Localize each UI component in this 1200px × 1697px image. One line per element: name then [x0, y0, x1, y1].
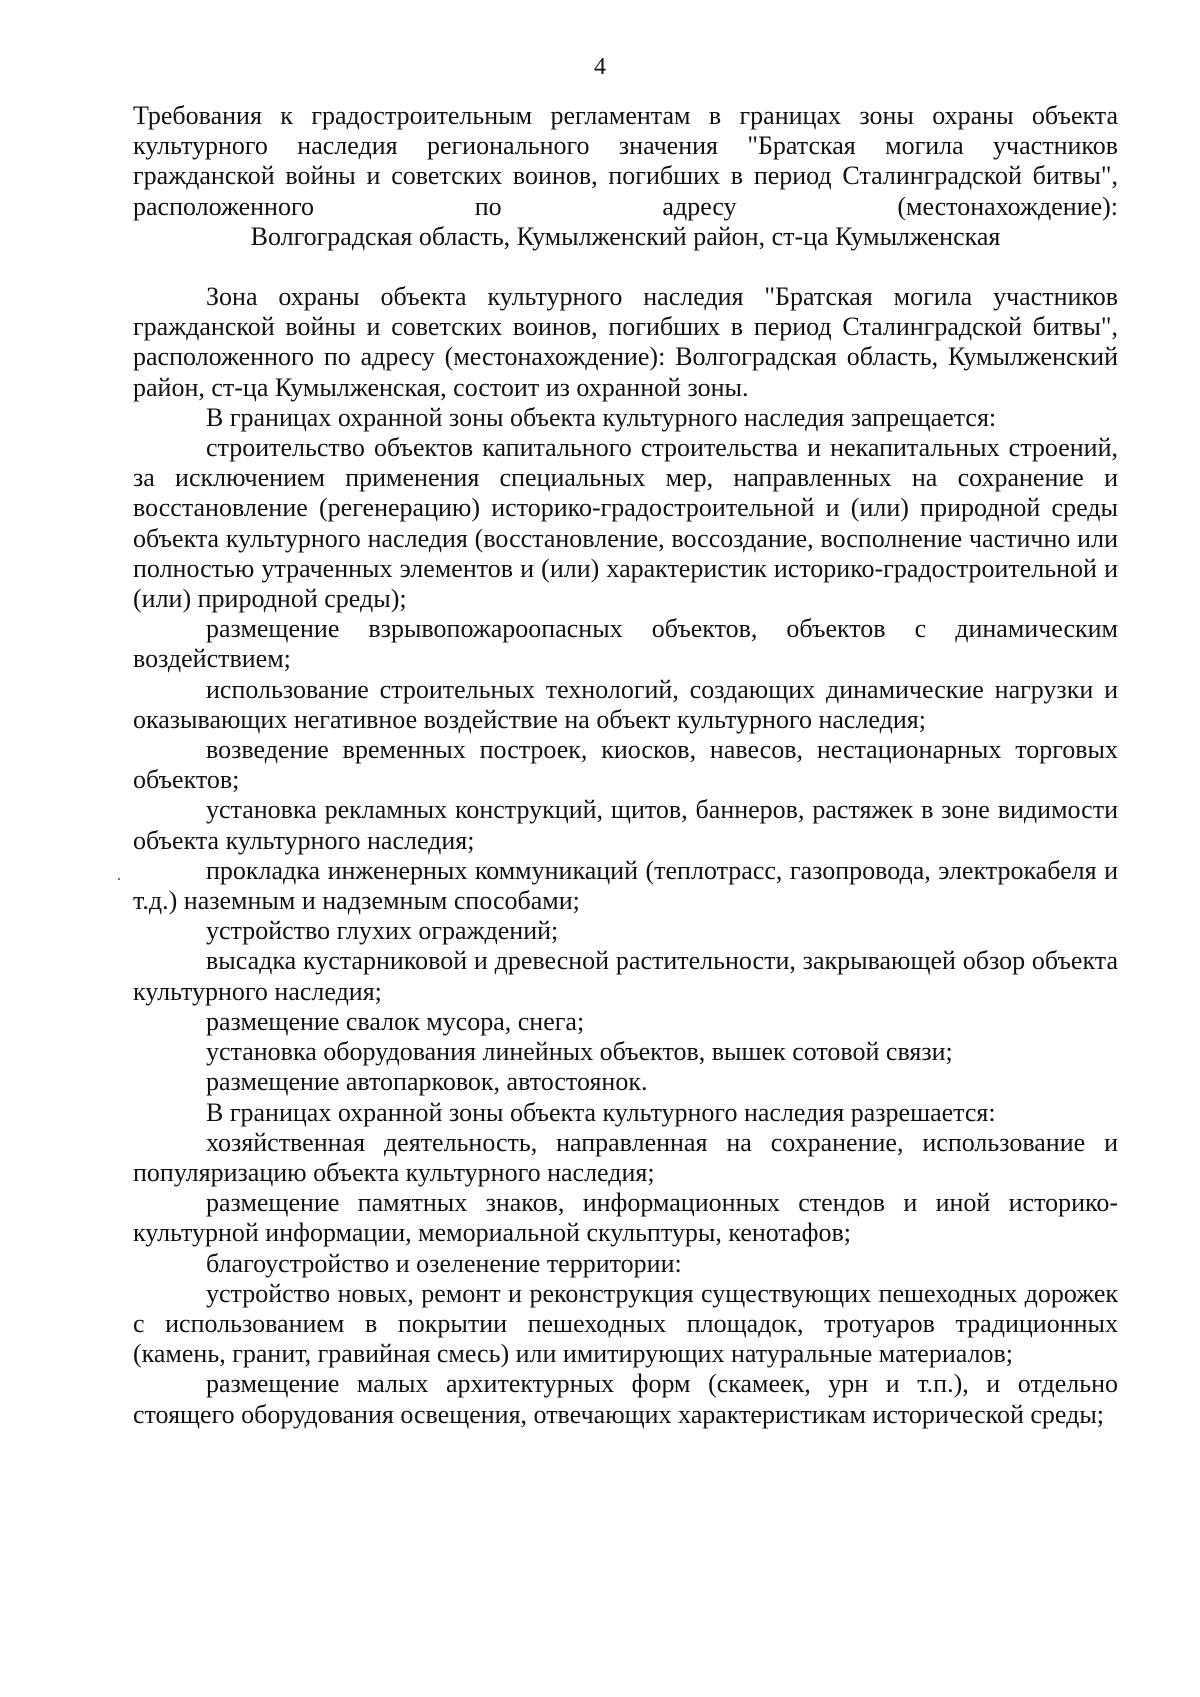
list-item: высадка кустарниковой и древесной растительности, закрывающей обзор объекта культурного наследия;: [133, 946, 1118, 1006]
list-item: размещение памятных знаков, информационных стендов и иной историко-культурной информации, мемориальной скульптуры, кенотафов;: [133, 1188, 1118, 1248]
list-item: использование строительных технологий, создающих динамические нагрузки и оказывающих негативное воздействие на объект культурного наследия;: [133, 674, 1118, 734]
paragraph: В границах охранной зоны объекта культурного наследия запрещается:: [206, 402, 997, 432]
list-item: размещение взрывопожароопасных объектов, объектов с динамическим воздействием;: [133, 614, 1118, 674]
list-item: установка оборудования линейных объектов, вышек сотовой связи;: [206, 1037, 953, 1067]
list-item: строительство объектов капитального строительства и некапитальных строений, за исключением применения специальных мер, направленных на сохранение и восстановление (регенерацию) историко-градостроительной и (или) природной среды объекта культурного наследия (восстановление, воссоздание, восполнение частично или полностью утраченных элементов и (или) характеристик историко-градостроительной и (или) природной среды);: [133, 433, 1118, 614]
paragraph: В границах охранной зоны объекта культурного наследия разрешается:: [206, 1097, 996, 1127]
list-item: возведение временных построек, киосков, навесов, нестационарных торговых объектов;: [133, 735, 1118, 795]
list-item: размещение свалок мусора, снега;: [206, 1006, 585, 1036]
list-item: устройство глухих ограждений;: [206, 916, 559, 946]
list-item: размещение автопарковок, автостоянок.: [206, 1067, 648, 1097]
page-number: 4: [594, 54, 606, 80]
list-item: размещение малых архитектурных форм (скамеек, урн и т.п.), и отдельно стоящего оборудования освещения, отвечающих характеристикам исторической среды;: [133, 1369, 1118, 1429]
document-body: [133, 101, 1118, 1430]
scan-speck: [118, 878, 120, 880]
list-item: прокладка инженерных коммуникаций (теплотрасс, газопровода, электрокабеля и т.д.) наземным и надземным способами;: [133, 855, 1118, 916]
list-item: хозяйственная деятельность, направленная на сохранение, использование и популяризацию объекта культурного наследия;: [133, 1127, 1118, 1187]
list-item: установка рекламных конструкций, щитов, баннеров, растяжек в зоне видимости объекта культурного наследия;: [133, 795, 1118, 855]
list-item: устройство новых, ремонт и реконструкция существующих пешеходных дорожек с использованием в покрытии пешеходных площадок, тротуаров традиционных (камень, гранит, гравийная смесь) или имитирующих натуральные материалов;: [133, 1278, 1118, 1369]
heading-location: Волгоградская область, Кумылженский район, ст-ца Кумылженская: [250, 221, 1001, 251]
paragraph: Зона охраны объекта культурного наследия "Братская могила участников гражданской войны и советских воинов, погибших в период Сталинградской битвы", расположенного по адресу (местонахождение): Волгоградская область, Кумылженский район, ст-ца Кумылженская, состоит из охранной зоны.: [133, 282, 1118, 402]
document-heading: Требования к градостроительным регламентам в границах зоны охраны объекта культурного наследия регионального значения "Братская могила участников гражданской войны и советских воинов, погибших в период Сталинградской битвы", расположенного по адресу (местонахождение):: [133, 101, 1118, 221]
list-item: благоустройство и озеленение территории:: [206, 1248, 682, 1278]
